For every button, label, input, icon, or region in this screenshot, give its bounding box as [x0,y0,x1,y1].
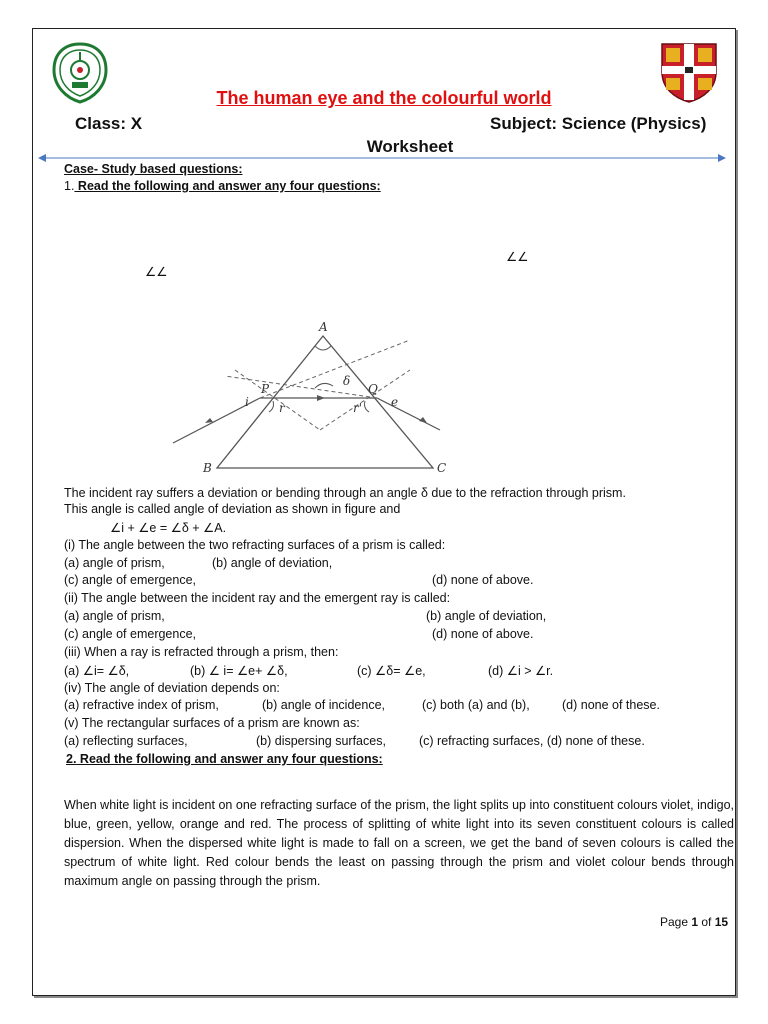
label-i: i [245,395,249,409]
page-number [660,915,728,929]
question-i-option-c: (c) angle of emergence, [64,573,197,587]
question-v-option-a: (a) reflecting surfaces, [64,734,188,748]
page-of: of [698,915,715,929]
emergent-ray [377,398,440,430]
question-v: (v) The rectangular surfaces of a prism are known as: [64,716,360,730]
question-2-number: 2. [66,752,77,766]
question-iv-option-c: (c) both (a) and (b), [422,698,530,712]
label-e: e [391,395,399,409]
question-2-instruction [66,752,383,766]
label-delta: δ [343,374,351,388]
subject-label: Subject: Science (Physics) [490,114,707,133]
prism-diagram [165,318,465,478]
question-iv-option-a: (a) refractive index of prism, [64,698,219,712]
question-iv: (iv) The angle of deviation depends on: [64,681,280,695]
question-i-option-b: (b) angle of deviation, [212,556,333,570]
stray-angle-mark: ∠∠ [506,250,529,264]
question-iii: (iii) When a ray is refracted through a prism, then: [64,645,339,659]
question-1-text: Read the following and answer any four questions: [74,179,381,193]
stray-angle-mark: ∠∠ [145,265,168,279]
question-v-option-b: (b) dispersing surfaces, [256,734,386,748]
label-q: Q [368,382,378,396]
intro-line-2: This angle is called angle of deviation as shown in figure and [64,502,401,516]
question-ii-option-b: (b) angle of deviation, [426,609,547,623]
label-p: P [261,382,270,396]
page-word: Page [660,915,692,929]
question-iv-option-d: (d) none of these. [562,698,660,712]
question-iii-option-b: (b) ∠ i= ∠e+ ∠δ, [190,664,288,678]
case-study-heading: Case- Study based questions: [64,162,243,176]
class-label: Class: X [75,114,143,133]
question-i: (i) The angle between the two refracting surfaces of a prism is called: [64,538,446,552]
question-1-number: 1. [64,179,75,193]
label-b: B [203,461,212,475]
question-ii: (ii) The angle between the incident ray and the emergent ray is called: [64,591,451,605]
question-v-option-cd: (c) refracting surfaces, (d) none of these. [419,734,645,748]
label-r: r [279,401,285,415]
intro-line-1: The incident ray suffers a deviation or bending through an angle δ due to the refraction through prism. [64,486,626,500]
question-iii-option-a: (a) ∠i= ∠δ, [64,664,130,678]
label-r-prime: r' [353,401,363,415]
question-i-option-d: (d) none of above. [432,573,534,587]
question-ii-option-a: (a) angle of prism, [64,609,165,623]
page-current: 1 [691,915,699,929]
question-iv-option-b: (b) angle of incidence, [262,698,385,712]
question-2-text: Read the following and answer any four questions: [76,752,383,766]
worksheet-title: The human eye and the colourful world [216,88,552,108]
dispersion-paragraph: When white light is incident on one refracting surface of the prism, the light splits up into constituent colours violet, indigo, blue, green, yellow, orange and red. The process of splitting of white light into its seven constituent colours is called dispersion. When the dispersed white light is made to fall on a screen, we get the band of seven colours is called the spectrum of white light. Red colour bends the least on passing through the prism and violet colour bends through maximum angle on passing through the prism. [64,798,734,888]
label-a: A [319,320,328,334]
question-i-option-a: (a) angle of prism, [64,556,165,570]
prism-triangle [217,336,433,468]
label-c: C [437,461,447,475]
question-ii-option-c: (c) angle of emergence, [64,627,197,641]
question-iii-option-d: (d) ∠i > ∠r. [488,664,554,678]
question-ii-option-d: (d) none of above. [432,627,534,641]
question-iii-option-c: (c) ∠δ= ∠e, [357,664,426,678]
question-1-instruction [64,179,381,193]
deviation-formula: ∠i + ∠e = ∠δ + ∠A. [110,521,227,535]
worksheet-heading: Worksheet [366,137,454,156]
page-total: 15 [714,915,729,929]
